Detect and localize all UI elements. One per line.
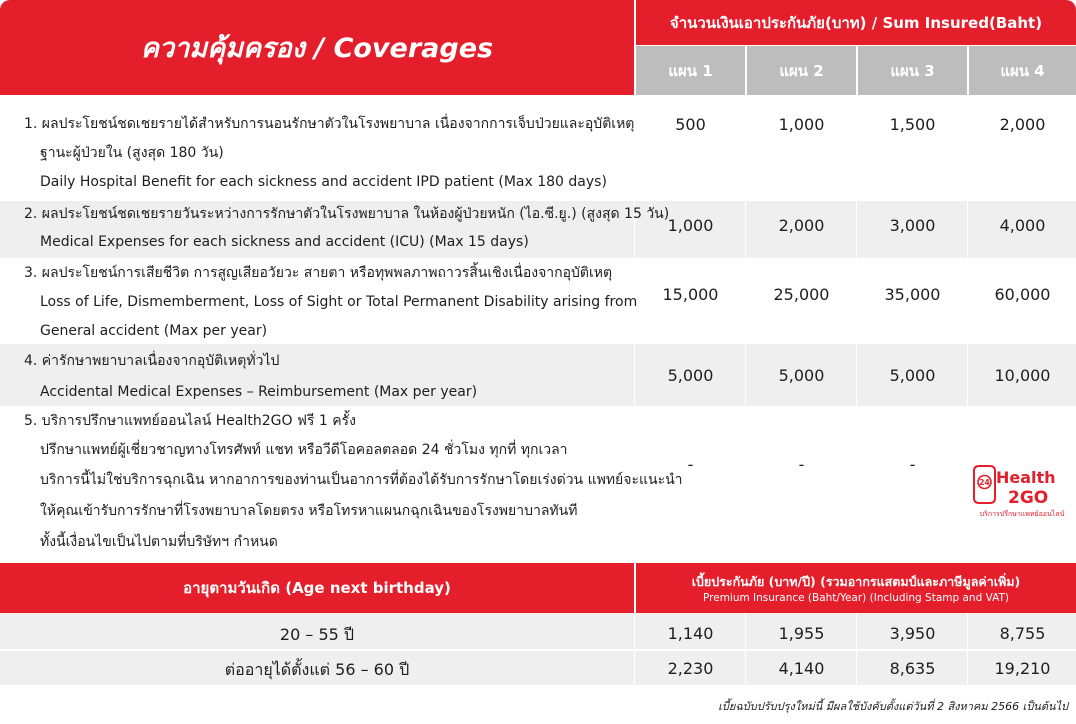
coverage-4-title: 4. ค่ารักษาพยาบาลเนื่องจากอุบัติเหตุทั่วไป: [24, 353, 280, 369]
coverage-1-line: Daily Hospital Benefit for each sickness and accident IPD patient (Max 180 days): [40, 174, 607, 190]
coverage-5-line: ปรึกษาแพทย์ผู้เชี่ยวชาญทางโทรศัพท์ แชท หรือวีดีโอคอลตลอด 24 ชั่วโมง ทุกที่ ทุกเวลา: [40, 442, 568, 458]
column-divider: [856, 95, 857, 563]
column-divider: [745, 613, 746, 685]
plan-1-header: แผน 1: [636, 46, 745, 95]
row-divider: [0, 649, 1076, 651]
coverage-2-plan-1: 1,000: [667, 216, 714, 235]
column-divider: [634, 613, 635, 685]
coverage-5-line: บริการนี้ไม่ใช่บริการฉุกเฉิน หากอาการของท่านเป็นอาการที่ต้องได้รับการรักษาโดยเร่งด่วน แพทย์จะแนะนำ: [40, 472, 683, 488]
column-divider: [856, 613, 857, 685]
coverage-5-title: 5. บริการปรึกษาแพทย์ออนไลน์ Health2GO ฟรี 1 ครั้ง: [24, 413, 356, 429]
coverage-1-title: 1. ผลประโยชน์ชดเชยรายได้สำหรับการนอนรักษาตัวในโรงพยาบาล เนื่องจากการเจ็บป่วยและอุบัติเหตุ: [24, 116, 635, 132]
coverage-3-plan-3: 35,000: [884, 285, 941, 304]
premium-row-1-plan-3: 3,950: [889, 624, 936, 643]
plan-2-header: แผน 2: [747, 46, 856, 95]
coverage-5-line: ให้คุณเข้ารับการรักษาที่โรงพยาบาลโดยตรง หรือโทรหาแผนกฉุกเฉินของโรงพยาบาลทันที: [40, 503, 578, 519]
logo-24-badge: 24: [979, 478, 990, 487]
coverage-3-line: General accident (Max per year): [40, 323, 268, 339]
coverage-1-plan-3: 1,500: [889, 115, 936, 134]
column-divider: [745, 95, 746, 563]
age-header: อายุตามวันเกิด (Age next birthday): [0, 563, 634, 613]
premium-header: [636, 563, 1076, 613]
premium-row-2-plan-3: 8,635: [889, 659, 936, 678]
column-divider: [967, 95, 968, 563]
coverage-4-line: Accidental Medical Expenses – Reimbursement (Max per year): [40, 384, 478, 400]
premium-row-2-age: ต่ออายุได้ตั้งแต่ 56 – 60 ปี: [224, 660, 410, 679]
coverages-header: ความคุ้มครอง / Coverages: [0, 0, 634, 95]
coverage-2-title: 2. ผลประโยชน์ชดเชยรายวันระหว่างการรักษาตัวในโรงพยาบาล ในห้องผู้ป่วยหนัก (ไอ.ซี.ยู.) (สูงสุด 15 วัน): [24, 206, 670, 222]
coverage-3-line: Loss of Life, Dismemberment, Loss of Sight or Total Permanent Disability arising from: [40, 294, 638, 310]
coverage-4-plan-1: 5,000: [667, 366, 714, 385]
premium-row-1-plan-1: 1,140: [667, 624, 714, 643]
premium-row-2-plan-2: 4,140: [778, 659, 825, 678]
coverage-3-plan-2: 25,000: [773, 285, 830, 304]
coverage-4-plan-4: 10,000: [994, 366, 1051, 385]
coverage-5-plan-1: -: [687, 455, 694, 474]
coverage-4-plan-3: 5,000: [889, 366, 936, 385]
coverage-2-plan-2: 2,000: [778, 216, 825, 235]
plan-3-header: แผน 3: [858, 46, 967, 95]
premium-row-1-plan-4: 8,755: [999, 624, 1046, 643]
coverage-5-plan-2: -: [798, 455, 805, 474]
coverage-1-line: ฐานะผู้ป่วยใน (สูงสุด 180 วัน): [40, 145, 224, 161]
coverage-2-plan-3: 3,000: [889, 216, 936, 235]
premium-row-2-plan-1: 2,230: [667, 659, 714, 678]
coverage-2-plan-4: 4,000: [999, 216, 1046, 235]
coverage-1-plan-2: 1,000: [778, 115, 825, 134]
coverage-2-line: Medical Expenses for each sickness and accident (ICU) (Max 15 days): [40, 234, 529, 250]
coverage-3-plan-1: 15,000: [662, 285, 719, 304]
coverage-5-plan-3: -: [909, 455, 916, 474]
effective-date-note: เบี้ยฉบับปรับปรุงใหม่นี้ มีผลใช้บังคับตั้งแต่วันที่ 2 สิงหาคม 2566 เป็นต้นไป: [718, 700, 1068, 713]
premium-title-en: Premium Insurance (Baht/Year) (Including Stamp and VAT): [703, 592, 1009, 604]
coverage-5-line: ทั้งนี้เงื่อนไขเป็นไปตามที่บริษัทฯ กำหนด: [40, 534, 278, 550]
coverage-1-plan-1: 500: [675, 115, 706, 134]
premium-row-1-age: 20 – 55 ปี: [279, 625, 355, 644]
coverage-4-plan-2: 5,000: [778, 366, 825, 385]
column-divider: [634, 95, 635, 563]
coverage-1-plan-4: 2,000: [999, 115, 1046, 134]
premium-row-1-plan-2: 1,955: [778, 624, 825, 643]
sum-insured-header: จำนวนเงินเอาประกันภัย(บาท) / Sum Insured(Baht): [636, 0, 1076, 45]
column-divider: [967, 613, 968, 685]
health2go-logo: [970, 462, 1075, 520]
premium-row-2-plan-4: 19,210: [994, 659, 1051, 678]
coverage-3-title: 3. ผลประโยชน์การเสียชีวิต การสูญเสียอวัยวะ สายตา หรือทุพพลภาพถาวรสิ้นเชิงเนื่องจากอุบัติเหตุ: [24, 265, 613, 281]
logo-tagline: บริการปรึกษาแพทย์ออนไลน์: [979, 510, 1065, 518]
plan-4-header: แผน 4: [969, 46, 1076, 95]
premium-title-th: เบี้ยประกันภัย (บาท/ปี) (รวมอากรแสตมป์และภาษีมูลค่าเพิ่ม): [691, 574, 1021, 589]
coverage-3-plan-4: 60,000: [994, 285, 1051, 304]
logo-health-text: Health: [996, 468, 1056, 487]
logo-2go-text: 2GO: [1008, 488, 1049, 508]
